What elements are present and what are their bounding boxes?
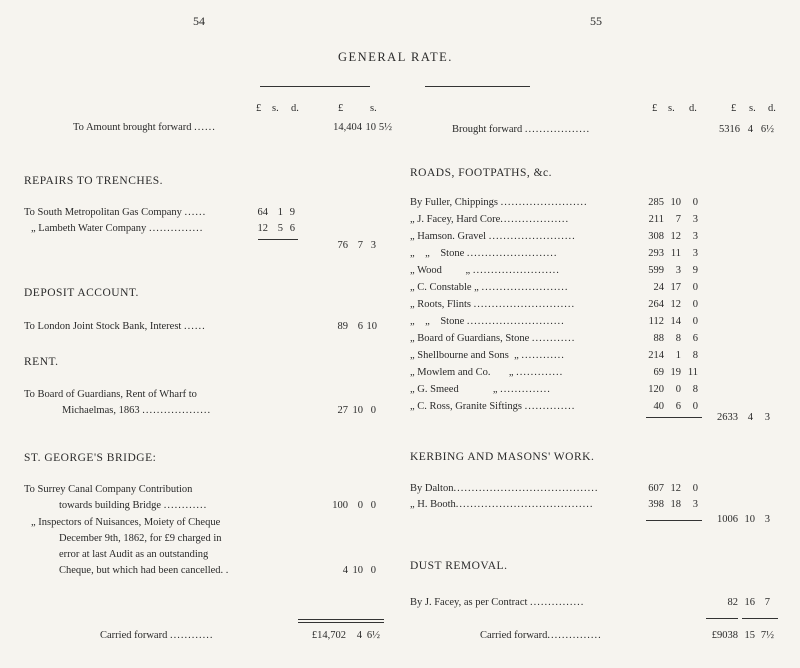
- right-header-pence-1: d.: [689, 103, 697, 114]
- roads-item-row: [410, 401, 575, 412]
- roads-item-shillings: 17: [670, 282, 681, 293]
- left-cf-pence: 6½: [366, 630, 380, 641]
- left-header-pounds-2: £: [338, 103, 344, 114]
- roads-subtotal-rule: [646, 417, 702, 418]
- bridge-item1-line2-row: [59, 500, 207, 511]
- repairs-total-pounds: 76: [337, 240, 348, 251]
- bridge-item2-pence: 0: [370, 565, 376, 576]
- kerbing-item-pence: 3: [692, 499, 698, 510]
- roads-item-pounds: 211: [648, 214, 664, 225]
- dust-item-label: By J. Facey, as per Contract: [410, 597, 528, 608]
- leader-dots: ............: [169, 630, 214, 641]
- roads-item-label: „ Wood „: [410, 265, 471, 276]
- title-rule-left: [260, 86, 370, 87]
- rent-pounds: 27: [337, 405, 348, 416]
- repairs-item-pounds: 64: [257, 207, 268, 218]
- roads-item-pence: 11: [687, 367, 698, 378]
- leader-dots: ..............: [524, 401, 576, 412]
- roads-item-pounds: 293: [648, 248, 664, 259]
- right-header-shillings-2: s.: [749, 103, 756, 114]
- left-final-rule: [298, 619, 384, 620]
- roads-item-pounds: 264: [648, 299, 664, 310]
- roads-item-row: [410, 299, 575, 310]
- roads-item-shillings: 19: [670, 367, 681, 378]
- roads-item-pence: 0: [692, 401, 698, 412]
- left-brought-forward-row: [73, 122, 216, 133]
- kerbing-subtotal-rule: [646, 520, 702, 521]
- bridge-item2-line: Cheque, but which had been cancelled. .: [59, 565, 229, 576]
- roads-item-shillings: 3: [675, 265, 681, 276]
- roads-item-pence: 0: [692, 282, 698, 293]
- leader-dots: ...................: [500, 214, 570, 225]
- roads-item-label: „ Board of Guardians, Stone: [410, 333, 530, 344]
- roads-item-shillings: 14: [670, 316, 681, 327]
- repairs-subtotal-rule: [258, 239, 298, 240]
- roads-item-row: [410, 316, 565, 327]
- roads-item-pence: 3: [692, 214, 698, 225]
- leader-dots: ...................: [142, 405, 212, 416]
- rent-pence: 0: [370, 405, 376, 416]
- leader-dots: ...............: [148, 223, 204, 234]
- repairs-heading: REPAIRS TO TRENCHES.: [24, 175, 163, 187]
- kerbing-item-pounds: 398: [648, 499, 664, 510]
- bridge-item2-line: December 9th, 1862, for £9 charged in: [59, 533, 222, 544]
- roads-item-row: [410, 367, 563, 378]
- roads-item-label: „ C. Ross, Granite Siftings: [410, 401, 522, 412]
- repairs-item-shillings: 1: [277, 207, 283, 218]
- kerbing-heading: KERBING AND MASONS' WORK.: [410, 451, 595, 463]
- roads-item-label: „ Shellbourne and Sons „: [410, 350, 519, 361]
- bridge-item1-shillings: 0: [357, 500, 363, 511]
- bridge-item2-line: error at last Audit as an outstanding: [59, 549, 209, 560]
- roads-item-pounds: 308: [648, 231, 664, 242]
- roads-item-pence: 9: [692, 265, 698, 276]
- bridge-item2-line: „ Inspectors of Nuisances, Moiety of Cheque: [31, 517, 221, 528]
- left-carried-forward-row: [100, 630, 213, 641]
- roads-item-pounds: 24: [653, 282, 664, 293]
- leader-dots: ......................................: [455, 499, 594, 510]
- right-carried-forward-row: [480, 630, 602, 641]
- repairs-item-pounds: 12: [257, 223, 268, 234]
- roads-item-shillings: 12: [670, 299, 681, 310]
- kerbing-item-label: „ H. Booth: [410, 499, 456, 510]
- deposit-pounds: 89: [337, 321, 348, 332]
- kerbing-item-shillings: 12: [670, 483, 681, 494]
- roads-item-shillings: 1: [675, 350, 681, 361]
- roads-item-shillings: 12: [670, 231, 681, 242]
- roads-item-label: „ Mowlem and Co. „: [410, 367, 514, 378]
- roads-item-label: „ G. Smeed „: [410, 384, 498, 395]
- leader-dots: .........................: [466, 248, 558, 259]
- roads-item-label: By Fuller, Chippings: [410, 197, 498, 208]
- deposit-item-row: [24, 321, 206, 332]
- bridge-heading: ST. GEORGE'S BRIDGE:: [24, 452, 157, 464]
- rent-line-2-row: [62, 405, 211, 416]
- left-cf-shillings: 4: [356, 630, 362, 641]
- dust-pence: 7: [764, 597, 770, 608]
- left-final-rule: [298, 622, 384, 623]
- deposit-item-label: To London Joint Stock Bank, Interest: [24, 321, 182, 332]
- roads-total-pence: 3: [764, 412, 770, 423]
- roads-item-pence: 0: [692, 299, 698, 310]
- roads-item-row: [410, 350, 565, 361]
- roads-item-label: „ „ Stone: [410, 316, 465, 327]
- right-brought-forward-label: Brought forward: [452, 124, 523, 135]
- left-header-shillings-2: s.: [370, 103, 377, 114]
- kerbing-item-row: [410, 499, 594, 510]
- bridge-item1-pence: 0: [370, 500, 376, 511]
- roads-item-pence: 6: [692, 333, 698, 344]
- roads-item-label: „ J. Facey, Hard Core: [410, 214, 501, 225]
- repairs-item-label: „ Lambeth Water Company: [31, 223, 147, 234]
- right-cf-pence: 7½: [760, 630, 774, 641]
- right-cf-pounds: £9038: [711, 630, 738, 641]
- repairs-item-pence: 6: [289, 223, 295, 234]
- left-bf-pence: 5½: [378, 122, 392, 133]
- leader-dots: ........................: [472, 265, 560, 276]
- kerbing-item-pence: 0: [692, 483, 698, 494]
- leader-dots: ............: [163, 500, 208, 511]
- left-bf-shillings: 10: [365, 122, 376, 133]
- bridge-item2-pounds: 4: [342, 565, 348, 576]
- rent-line-1: To Board of Guardians, Rent of Wharf to: [24, 389, 197, 400]
- dust-shillings: 16: [744, 597, 755, 608]
- repairs-item-pence: 9: [289, 207, 295, 218]
- roads-item-label: „ C. Constable „: [410, 282, 479, 293]
- leader-dots: ..............: [500, 384, 551, 395]
- page-title: GENERAL RATE.: [338, 50, 453, 64]
- repairs-total-shillings: 7: [357, 240, 363, 251]
- repairs-total-pence: 3: [370, 240, 376, 251]
- roads-heading: ROADS, FOOTPATHS, &c.: [410, 167, 553, 179]
- leader-dots: ...............: [547, 630, 602, 641]
- leader-dots: ........................: [481, 282, 569, 293]
- right-brought-forward-row: [452, 124, 590, 135]
- repairs-item-row: [24, 207, 206, 218]
- deposit-shillings: 6: [357, 321, 363, 332]
- title-rule-right: [425, 86, 530, 87]
- roads-item-label: „ Roots, Flints: [410, 299, 471, 310]
- right-header-shillings-1: s.: [668, 103, 675, 114]
- roads-item-pounds: 214: [648, 350, 664, 361]
- kerbing-item-label: By Dalton: [410, 483, 454, 494]
- repairs-item-row: [31, 223, 203, 234]
- dust-pounds: 82: [727, 597, 738, 608]
- leader-dots: .............: [516, 367, 564, 378]
- roads-item-pence: 3: [692, 231, 698, 242]
- leader-dots: ............: [521, 350, 565, 361]
- right-final-rule: [742, 618, 778, 619]
- roads-item-row: [410, 282, 568, 293]
- right-header-pounds-1: £: [652, 103, 658, 114]
- repairs-item-shillings: 5: [277, 223, 283, 234]
- bridge-item1-line2: towards building Bridge: [59, 500, 162, 511]
- leader-dots: ......: [194, 122, 216, 133]
- right-bf-pounds: 5316: [719, 124, 740, 135]
- roads-item-shillings: 8: [675, 333, 681, 344]
- roads-total-shillings: 4: [747, 412, 753, 423]
- left-cf-pounds: £14,702: [311, 630, 346, 641]
- roads-item-row: [410, 197, 588, 208]
- right-final-rule: [706, 618, 738, 619]
- leader-dots: ..................: [524, 124, 591, 135]
- dust-item-row: [410, 597, 584, 608]
- leader-dots: ........................: [500, 197, 588, 208]
- rent-line-2: Michaelmas, 1863: [62, 405, 140, 416]
- right-page-number: 55: [590, 14, 602, 28]
- right-bf-pence: 6½: [760, 124, 774, 135]
- roads-item-shillings: 10: [670, 197, 681, 208]
- left-header-pence-1: d.: [291, 103, 299, 114]
- leader-dots: ............: [531, 333, 576, 344]
- roads-item-shillings: 0: [675, 384, 681, 395]
- roads-item-row: [410, 265, 560, 276]
- leader-dots: ............................: [473, 299, 576, 310]
- kerbing-total-pounds: 1006: [717, 514, 738, 525]
- left-header-pounds-1: £: [256, 103, 262, 114]
- left-brought-forward-label: To Amount brought forward: [73, 122, 192, 133]
- roads-item-pounds: 599: [648, 265, 664, 276]
- roads-item-row: [410, 231, 576, 242]
- roads-item-row: [410, 214, 569, 225]
- roads-item-pence: 0: [692, 197, 698, 208]
- left-header-shillings-1: s.: [272, 103, 279, 114]
- roads-item-pence: 0: [692, 316, 698, 327]
- roads-item-label: „ Hamson. Gravel: [410, 231, 487, 242]
- deposit-heading: DEPOSIT ACCOUNT.: [24, 287, 139, 299]
- bridge-item2-shillings: 10: [352, 565, 363, 576]
- bridge-item1-line1: To Surrey Canal Company Contribution: [24, 484, 193, 495]
- roads-item-row: [410, 384, 551, 395]
- left-page-number: 54: [193, 14, 205, 28]
- kerbing-item-pounds: 607: [648, 483, 664, 494]
- kerbing-total-pence: 3: [764, 514, 770, 525]
- leader-dots: ...........................: [466, 316, 565, 327]
- left-bf-pounds: 14,404: [333, 122, 362, 133]
- roads-item-pence: 8: [692, 384, 698, 395]
- rent-heading: RENT.: [24, 356, 59, 368]
- leader-dots: ........................................: [453, 483, 599, 494]
- kerbing-item-shillings: 18: [670, 499, 681, 510]
- right-header-pounds-2: £: [731, 103, 737, 114]
- roads-item-pence: 8: [692, 350, 698, 361]
- roads-item-row: [410, 248, 558, 259]
- right-carried-forward-label: Carried forward: [480, 630, 548, 641]
- bridge-item1-pounds: 100: [332, 500, 348, 511]
- roads-item-pounds: 88: [653, 333, 664, 344]
- kerbing-total-shillings: 10: [744, 514, 755, 525]
- kerbing-item-row: [410, 483, 598, 494]
- leader-dots: ...............: [530, 597, 585, 608]
- leader-dots: ......: [183, 321, 206, 332]
- dust-heading: DUST REMOVAL.: [410, 560, 508, 572]
- left-carried-forward-label: Carried forward: [100, 630, 168, 641]
- repairs-item-label: To South Metropolitan Gas Company: [24, 207, 182, 218]
- right-cf-shillings: 15: [744, 630, 755, 641]
- roads-total-pounds: 2633: [717, 412, 738, 423]
- roads-item-shillings: 6: [675, 401, 681, 412]
- deposit-pence: 10: [366, 321, 377, 332]
- leader-dots: ......: [184, 207, 207, 218]
- roads-item-pounds: 120: [648, 384, 664, 395]
- roads-item-shillings: 11: [670, 248, 681, 259]
- roads-item-pounds: 285: [648, 197, 664, 208]
- right-bf-shillings: 4: [747, 124, 753, 135]
- roads-item-row: [410, 333, 575, 344]
- leader-dots: ........................: [488, 231, 576, 242]
- roads-item-shillings: 7: [675, 214, 681, 225]
- roads-item-pence: 3: [692, 248, 698, 259]
- roads-item-pounds: 112: [648, 316, 664, 327]
- rent-shillings: 10: [352, 405, 363, 416]
- right-header-pence-2: d.: [768, 103, 776, 114]
- roads-item-label: „ „ Stone: [410, 248, 465, 259]
- roads-item-pounds: 40: [653, 401, 664, 412]
- roads-item-pounds: 69: [653, 367, 664, 378]
